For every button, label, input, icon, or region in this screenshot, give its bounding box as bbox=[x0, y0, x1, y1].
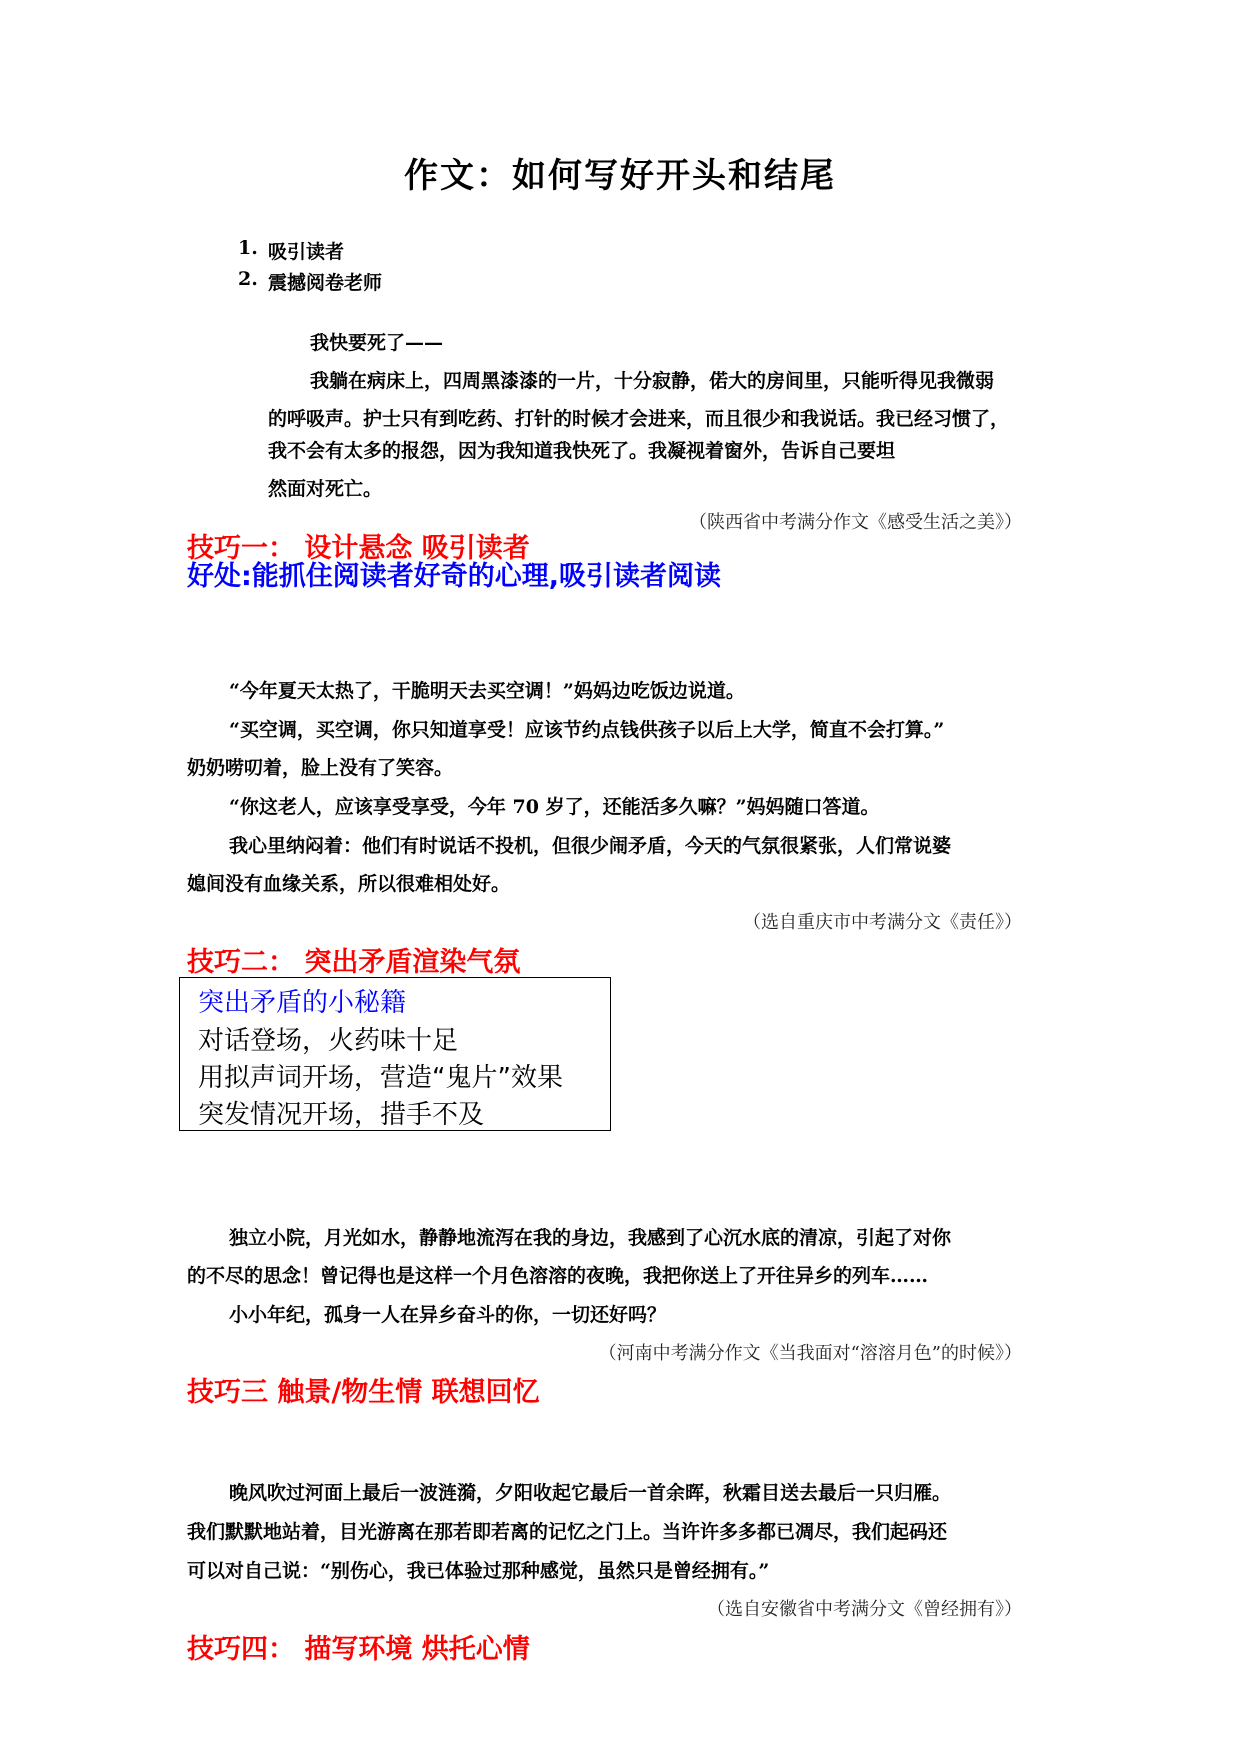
technique-heading-2: 技巧二： 突出矛盾渲染气氛 bbox=[187, 947, 521, 978]
list-item-text: 吸引读者 bbox=[268, 241, 345, 263]
passage-line: 我躺在病床上，四周黑漆漆的一片，十分寂静，偌大的房间里，只能听得见我微弱 bbox=[310, 370, 995, 392]
passage-line: 晚风吹过河面上最后一波涟漪，夕阳收起它最后一首余晖，秋霜目送去最后一只归雁。 bbox=[229, 1482, 952, 1504]
technique-heading-3: 技巧三 触景/物生情 联想回忆 bbox=[187, 1377, 540, 1408]
page-title: 作文：如何写好开头和结尾 bbox=[404, 156, 836, 196]
list-item-number: 1. bbox=[238, 237, 258, 259]
source-citation: （河南中考满分作文《当我面对“溶溶月色”的时候》） bbox=[598, 1343, 1022, 1364]
tips-box-item: 对话登场，火药味十足 bbox=[198, 1026, 459, 1056]
passage-line: 然面对死亡。 bbox=[268, 478, 383, 500]
passage-line: 我心里纳闷着：他们有时说话不投机，但很少闹矛盾，今天的气氛很紧张，人们常说婆 bbox=[229, 835, 952, 857]
source-citation: （陕西省中考满分作文《感受生活之美》） bbox=[689, 512, 1022, 533]
benefit-heading: 好处:能抓住阅读者好奇的心理,吸引读者阅读 bbox=[187, 561, 722, 592]
technique-heading-1: 技巧一： 设计悬念 吸引读者 bbox=[187, 533, 530, 564]
passage-line: 的呼吸声。护士只有到吃药、打针的时候才会进来，而且很少和我说话。我已经习惯了， bbox=[268, 408, 1010, 430]
tips-box-heading: 突出矛盾的小秘籍 bbox=[198, 988, 407, 1018]
passage-line: 媳间没有血缘关系，所以很难相处好。 bbox=[187, 873, 511, 895]
source-citation: （选自重庆市中考满分文《责任》） bbox=[743, 912, 1022, 933]
passage-line: “你这老人，应该享受享受，今年 70 岁了，还能活多久嘛？”妈妈随口答道。 bbox=[229, 796, 880, 818]
technique-heading-4: 技巧四： 描写环境 烘托心情 bbox=[187, 1634, 530, 1665]
passage-line: “今年夏天太热了，干脆明天去买空调！”妈妈边吃饭边说道。 bbox=[229, 680, 745, 702]
passage-line: 独立小院，月光如水，静静地流泻在我的身边，我感到了心沉水底的清凉，引起了对你 bbox=[229, 1227, 952, 1249]
passage-line: 我快要死了—— bbox=[310, 332, 444, 354]
list-item-text: 震撼阅卷老师 bbox=[268, 272, 383, 294]
passage-line: “买空调，买空调，你只知道享受！应该节约点钱供孩子以后上大学，简直不会打算。” bbox=[229, 719, 945, 741]
tips-box bbox=[179, 977, 611, 1131]
passage-line: 可以对自己说：“别伤心，我已体验过那种感觉，虽然只是曾经拥有。” bbox=[187, 1560, 770, 1582]
tips-box-item: 用拟声词开场，营造“鬼片”效果 bbox=[198, 1063, 563, 1093]
passage-line: 小小年纪，孤身一人在异乡奋斗的你，一切还好吗？ bbox=[229, 1304, 667, 1326]
passage-line: 我不会有太多的报怨，因为我知道我快死了。我凝视着窗外，告诉自己要坦 bbox=[268, 440, 896, 462]
passage-line: 的不尽的思念！曾记得也是这样一个月色溶溶的夜晚，我把你送上了开往异乡的列车…… bbox=[187, 1265, 929, 1287]
passage-line: 我们默默地站着，目光游离在那若即若离的记忆之门上。当许许多多都已凋尽，我们起码还 bbox=[187, 1521, 948, 1543]
list-item-number: 2. bbox=[238, 268, 258, 290]
passage-line: 奶奶唠叨着，脸上没有了笑容。 bbox=[187, 757, 454, 779]
source-citation: （选自安徽省中考满分文《曾经拥有》） bbox=[707, 1599, 1022, 1620]
tips-box-item: 突发情况开场，措手不及 bbox=[198, 1100, 485, 1130]
